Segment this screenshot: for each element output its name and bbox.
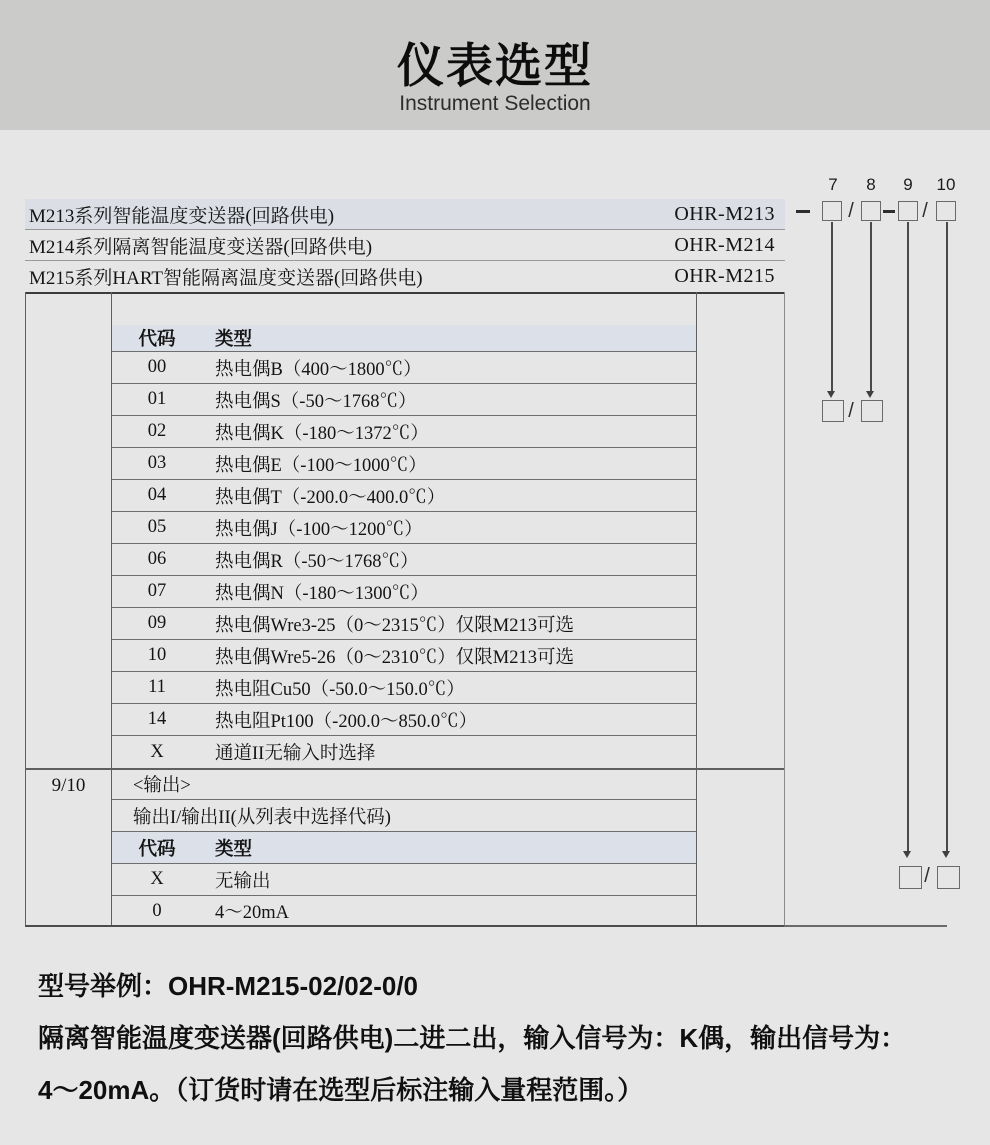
row-code: 07 bbox=[147, 581, 167, 601]
product-name: M214系列隔离智能温度变送器(回路供电) bbox=[29, 236, 373, 258]
spacer-row bbox=[112, 292, 696, 325]
position-number-10: 10 bbox=[936, 175, 956, 194]
connector-line-8 bbox=[870, 222, 872, 392]
row-type: 热电阻Cu50（-50.0～150.0℃） bbox=[215, 679, 465, 700]
table-row bbox=[112, 448, 696, 480]
table-row bbox=[112, 736, 696, 768]
position-number-7: 7 bbox=[828, 175, 838, 194]
page-title: 仪表选型 bbox=[397, 39, 593, 92]
product-model: OHR-M215 bbox=[674, 265, 775, 287]
example-line-3: 4～20mA。（订货时请在选型后标注输入量程范围。） bbox=[38, 1075, 644, 1105]
example-line-2: 隔离智能温度变送器(回路供电)二进二出，输入信号为：K偶，输出信号为： bbox=[38, 1023, 907, 1053]
arrow-down-icon bbox=[942, 851, 950, 858]
row-code: 04 bbox=[147, 485, 167, 505]
table-row bbox=[112, 608, 696, 640]
table-content bbox=[112, 292, 696, 926]
row-code: 05 bbox=[147, 517, 167, 537]
arrow-down-icon bbox=[827, 391, 835, 398]
slash-separator: / bbox=[924, 865, 930, 887]
row-type: 热电偶T（-200.0～400.0℃） bbox=[215, 487, 446, 508]
row-code: 10 bbox=[147, 645, 167, 665]
page-subtitle: Instrument Selection bbox=[399, 92, 591, 115]
table-row bbox=[112, 640, 696, 672]
position-number-9: 9 bbox=[903, 175, 913, 194]
table-row bbox=[112, 512, 696, 544]
row-type: 无输出 bbox=[215, 871, 271, 892]
table-row bbox=[112, 352, 696, 384]
row-type: 热电偶J（-100～1200℃） bbox=[215, 519, 423, 540]
row-code: 00 bbox=[147, 357, 167, 377]
product-model: OHR-M213 bbox=[674, 202, 775, 225]
row-code: 02 bbox=[147, 421, 167, 441]
header-code: 代码 bbox=[138, 330, 176, 350]
row-type: 热电偶S（-50～1768℃） bbox=[215, 391, 417, 412]
table-row bbox=[112, 384, 696, 416]
output-target-box-10 bbox=[937, 866, 960, 889]
code-box-9 bbox=[898, 201, 918, 221]
table-vline-inner-right bbox=[696, 292, 697, 925]
bottom-extension-line bbox=[784, 925, 947, 927]
code-box-10 bbox=[936, 201, 956, 221]
row-type: 热电偶E（-100～1000℃） bbox=[215, 455, 427, 476]
row-type: 热电偶B（400～1800℃） bbox=[215, 359, 422, 380]
slash-separator: / bbox=[922, 200, 928, 222]
input-table-header bbox=[112, 325, 696, 352]
row-type: 热电偶R（-50～1768℃） bbox=[215, 551, 419, 572]
table-row bbox=[112, 480, 696, 512]
product-model: OHR-M214 bbox=[674, 233, 775, 256]
model-example-block bbox=[38, 960, 968, 1116]
table-row bbox=[112, 416, 696, 448]
product-row-m213 bbox=[25, 199, 785, 230]
row-type: 热电偶Wre3-25（0～2315℃）仅限M213可选 bbox=[215, 615, 574, 636]
code-box-8 bbox=[861, 201, 881, 221]
table-row bbox=[112, 576, 696, 608]
product-row-m215 bbox=[25, 261, 785, 294]
row-code: 0 bbox=[152, 900, 162, 921]
product-series-list bbox=[25, 199, 785, 294]
selection-table bbox=[25, 292, 785, 927]
header-type: 类型 bbox=[215, 839, 253, 860]
table-row bbox=[112, 896, 696, 926]
row-type: 热电偶Wre5-26（0～2310℃）仅限M213可选 bbox=[215, 647, 574, 668]
row-code: X bbox=[150, 741, 164, 762]
row-type: 通道II无输入时选择 bbox=[215, 744, 376, 764]
row-code: 14 bbox=[147, 709, 167, 729]
dash-separator bbox=[883, 210, 895, 213]
header-type: 类型 bbox=[215, 330, 253, 350]
dash-separator bbox=[796, 210, 810, 213]
row-type: 热电阻Pt100（-200.0～850.0℃） bbox=[215, 711, 478, 732]
output-note: 输出I/输出II(从列表中选择代码) bbox=[133, 807, 391, 828]
table-row bbox=[112, 864, 696, 896]
row-type: 4～20mA bbox=[215, 903, 290, 923]
connector-line-7 bbox=[831, 222, 833, 392]
table-row bbox=[112, 544, 696, 576]
input-target-box-7 bbox=[822, 400, 844, 422]
title-band bbox=[0, 0, 990, 130]
row-code: 06 bbox=[147, 549, 167, 569]
header-code: 代码 bbox=[138, 839, 176, 860]
row-code: 03 bbox=[147, 453, 167, 473]
row-code: X bbox=[150, 869, 164, 889]
example-line-1: 型号举例：OHR-M215-02/02-0/0 bbox=[38, 971, 418, 1001]
row-code: 01 bbox=[147, 389, 167, 409]
connector-line-9 bbox=[907, 222, 909, 852]
arrow-down-icon bbox=[866, 391, 874, 398]
product-name: M215系列HART智能隔离温度变送器(回路供电) bbox=[29, 268, 423, 289]
input-target-box-8 bbox=[861, 400, 883, 422]
table-row bbox=[112, 704, 696, 736]
row-code: 09 bbox=[147, 613, 167, 633]
arrow-down-icon bbox=[903, 851, 911, 858]
output-note-row bbox=[112, 800, 696, 832]
output-subtitle: <输出> bbox=[133, 775, 191, 796]
slash-separator: / bbox=[848, 400, 854, 422]
position-number-8: 8 bbox=[866, 175, 876, 194]
table-row bbox=[112, 672, 696, 704]
output-position-label: 9/10 bbox=[51, 775, 86, 796]
connector-line-10 bbox=[946, 222, 948, 852]
row-type: 热电偶K（-180～1372℃） bbox=[215, 423, 429, 444]
output-table-header bbox=[112, 832, 696, 864]
code-box-7 bbox=[822, 201, 842, 221]
product-row-m214 bbox=[25, 230, 785, 261]
product-name: M213系列智能温度变送器(回路供电) bbox=[29, 205, 335, 227]
row-code: 11 bbox=[148, 677, 166, 697]
row-type: 热电偶N（-180～1300℃） bbox=[215, 583, 429, 604]
slash-separator: / bbox=[848, 200, 854, 222]
output-subtitle-row bbox=[112, 768, 696, 800]
